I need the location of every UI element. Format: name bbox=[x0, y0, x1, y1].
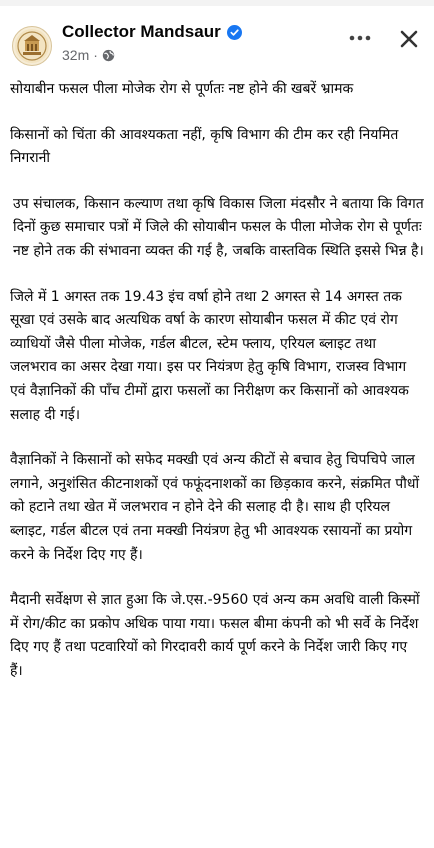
cropped-top-strip bbox=[0, 0, 434, 6]
author-name[interactable]: Collector Mandsaur bbox=[62, 22, 221, 41]
author-row bbox=[62, 22, 242, 42]
post-time[interactable]: 32m bbox=[62, 47, 90, 63]
post-paragraph: जिले में 1 अगस्त तक 19.43 इंच वर्षा होने तथा 2 अगस्त से 14 अगस्त तक सूखा एवं उसके बाद अत्यधिक वर्षा के कारण सोयाबीन फसल में कीट एवं रोग व्याधियों जैसे पीला मोजेक, गर्डल बीटल, स्टेम फ्लाय, एरियल ब्लाइट तथा जलभराव का असर देखा गया। इस पर नियंत्रण हेतु कृषि विभाग, राजस्व विभाग एवं वैज्ञानिकों की पाँच टीमों द्वारा फसलों का निरीक्षण कर किसानों को आवश्यक सलाह दी गई। bbox=[10, 288, 409, 423]
post-meta bbox=[62, 47, 115, 63]
post-paragraph: उप संचालक, किसान कल्याण तथा कृषि विकास जिला मंदसौर ने बताया कि विगत दिनों कुछ समाचार पत्रों में जिले की सोयाबीन फसल के पीला मोजेक रोग से पूर्णतः नष्ट होने तक की संभावना व्यक्त की गई है, जबकि वास्तविक स्थिति इससे भिन्न है। bbox=[13, 195, 424, 259]
verified-badge-icon bbox=[227, 25, 242, 40]
post-headline: सोयाबीन फसल पीला मोजेक रोग से पूर्णतः नष्ट होने की खबरें भ्रामक bbox=[10, 81, 354, 97]
emblem-logo-icon bbox=[13, 27, 51, 65]
close-icon bbox=[399, 29, 419, 49]
globe-icon[interactable] bbox=[102, 49, 115, 62]
meta-separator: · bbox=[93, 47, 98, 63]
more-options-icon bbox=[349, 35, 371, 41]
avatar[interactable] bbox=[12, 26, 52, 66]
post-subheadline: किसानों को चिंता की आवश्यकता नहीं, कृषि विभाग की टीम कर रही नियमित निगरानी bbox=[10, 126, 399, 167]
close-button[interactable] bbox=[394, 24, 424, 54]
post-body bbox=[10, 78, 424, 705]
more-options-button[interactable] bbox=[343, 26, 377, 50]
post-header bbox=[0, 8, 434, 70]
post-paragraph: वैज्ञानिकों ने किसानों को सफेद मक्खी एवं अन्य कीटों से बचाव हेतु चिपचिपे जाल लगाने, अनुशंसित कीटनाशकों एवं फफूंदनाशकों का छिड़काव करने, संक्रमित पौधों को हटाने तथा खेत में जलभराव न होने देने की सलाह दी है। साथ ही एरियल ब्लाइट, गर्डल बीटल एवं तना मक्खी नियंत्रण हेतु भी आवश्यक रसायनों का प्रयोग करने के निर्देश दिए गए हैं। bbox=[10, 452, 420, 563]
post-paragraph: मैदानी सर्वेक्षण से ज्ञात हुआ कि जे.एस.-9560 एवं अन्य कम अवधि वाली किस्मों में रोग/कीट का प्रकोप अधिक पाया गया। फसल बीमा कंपनी को भी सर्वे के निर्देश दिए गए हैं तथा पटवारियों को गिरदावरी कार्य पूर्ण करने के निर्देश जारी किए गए हैं। bbox=[10, 592, 420, 679]
